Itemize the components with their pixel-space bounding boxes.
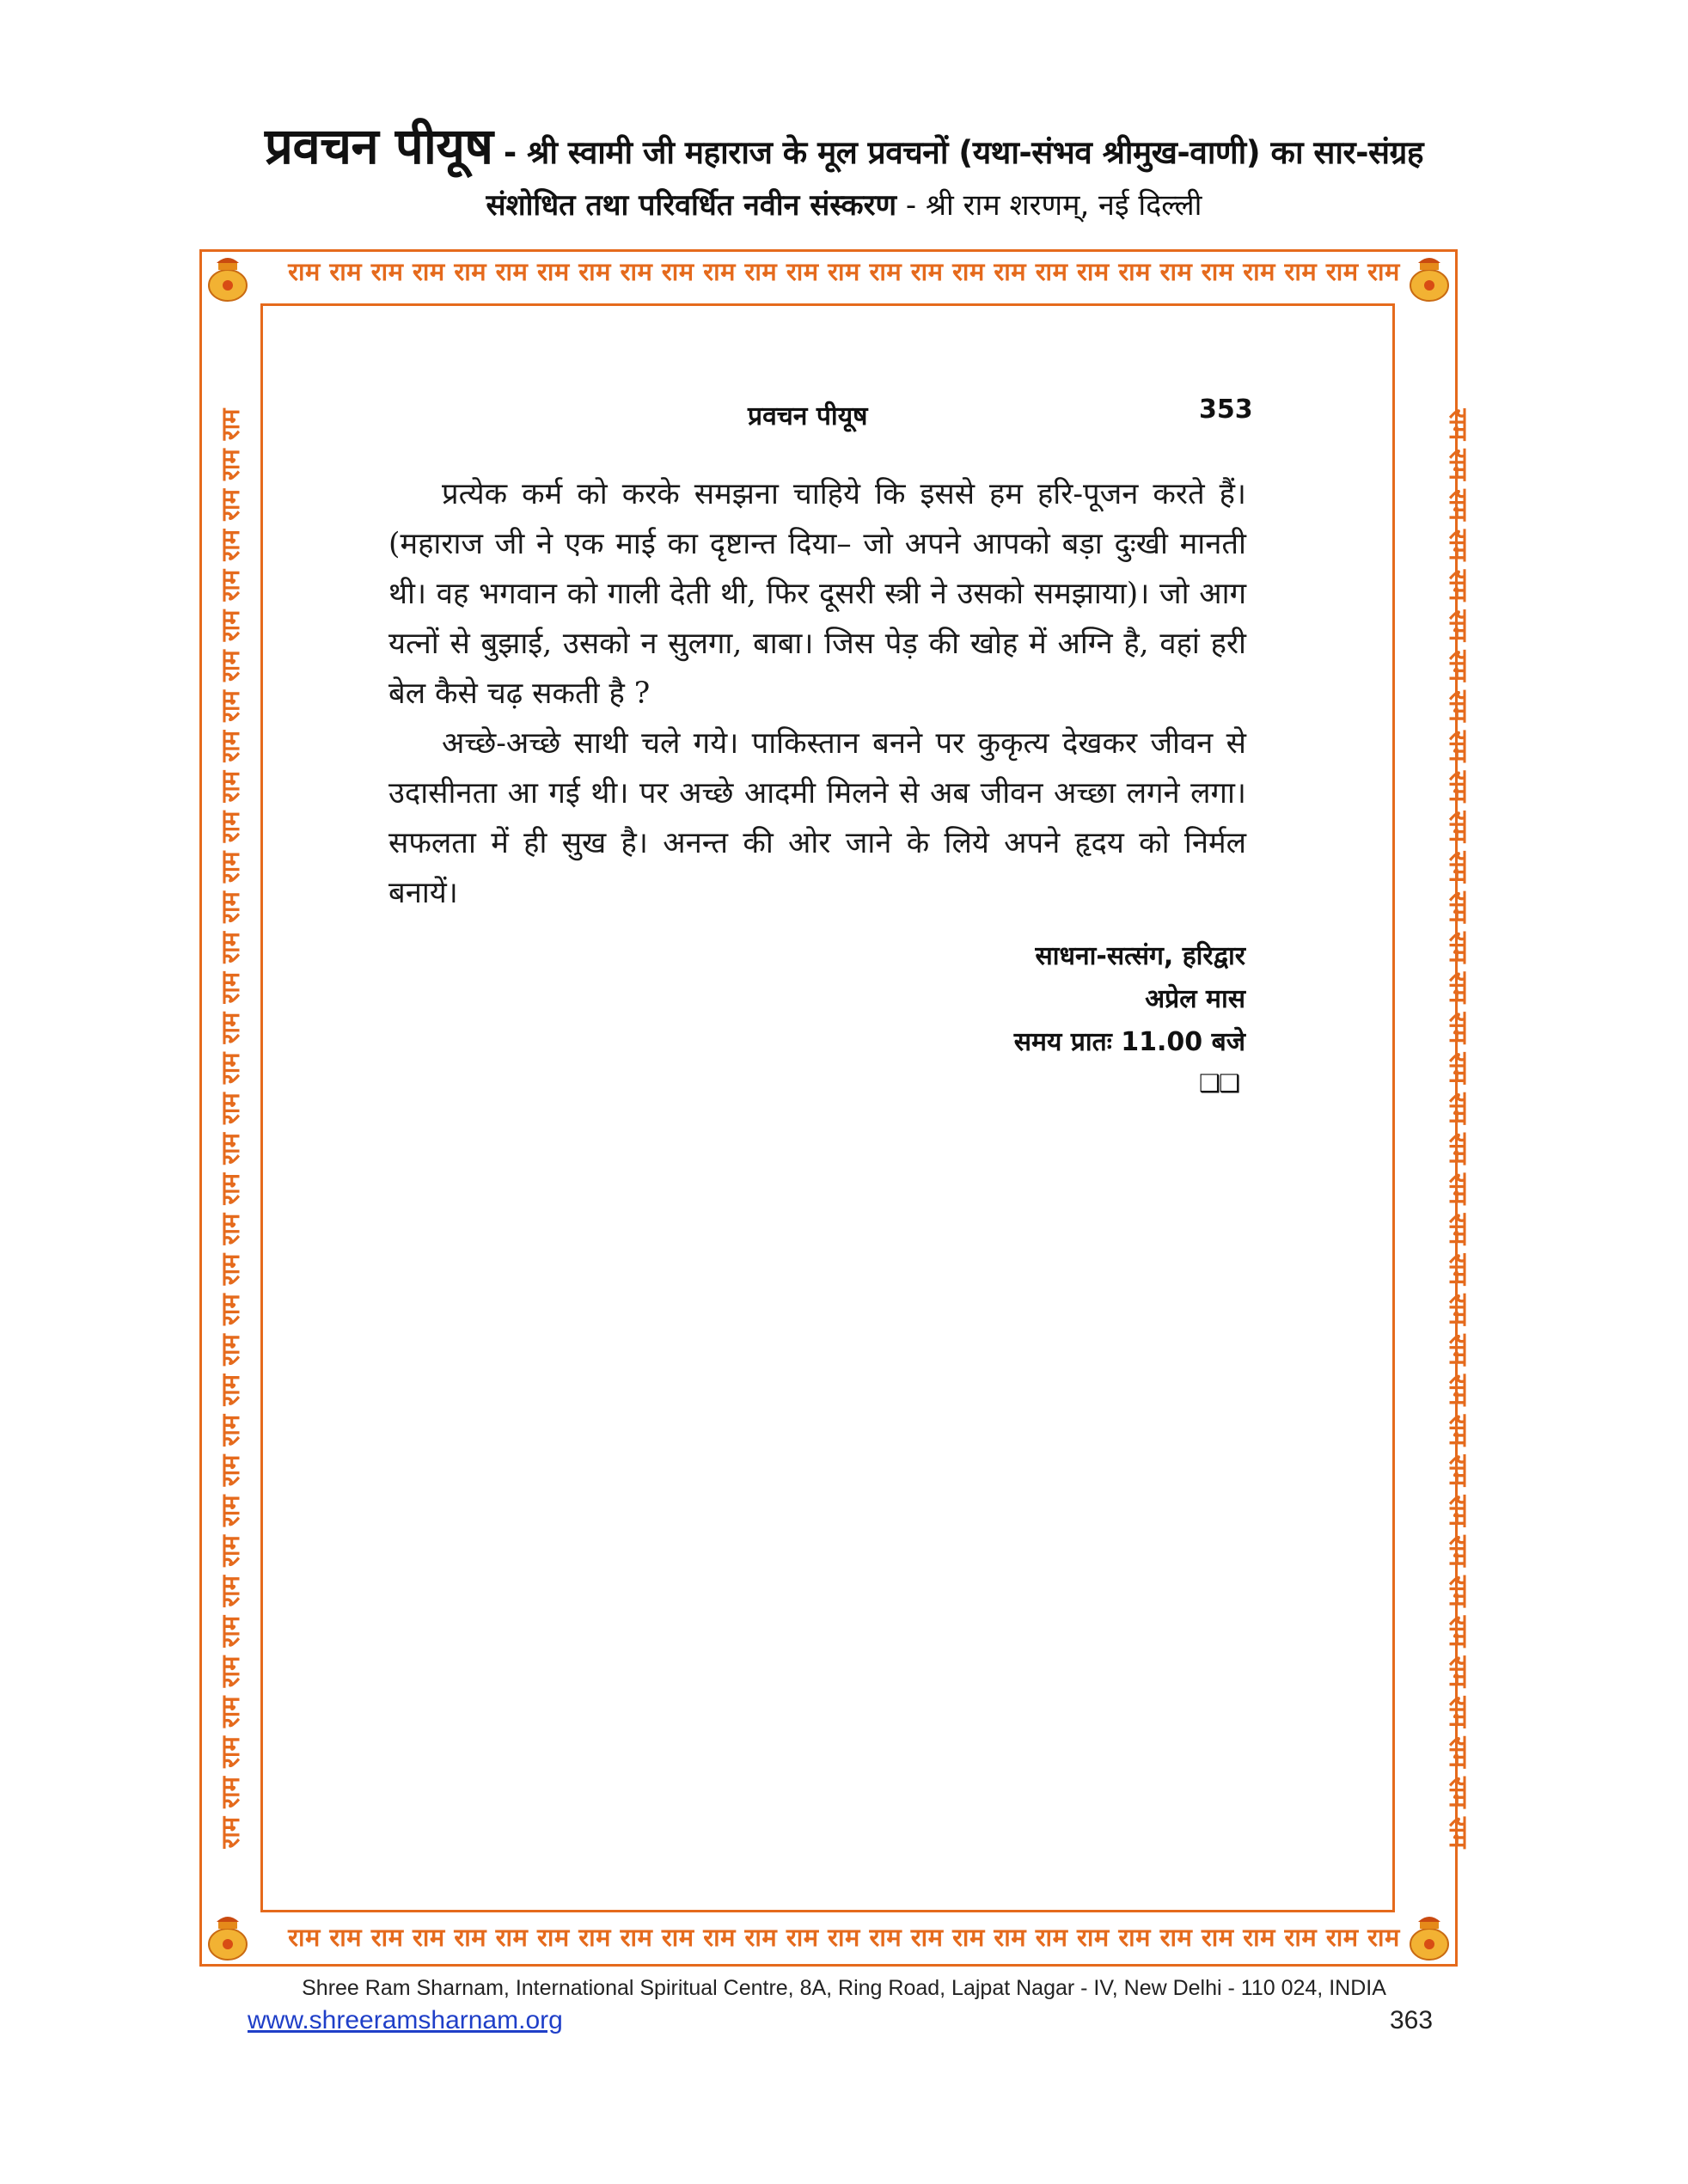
ram-border-left: राम राम राम राम राम राम राम राम राम राम राम राम राम राम राम राम राम राम राम राम राम राम राम राम राम राम राम राम राम राम राम राम राम राम राम राम: [216, 408, 245, 1849]
ram-border-bottom: राम राम राम राम राम राम राम राम राम राम राम राम राम राम राम राम राम राम राम राम राम राम राम राम राम राम राम: [288, 1923, 1400, 1952]
running-head: प्रवचन पीयूष: [748, 401, 868, 431]
kalash-icon: [201, 1910, 254, 1963]
body-text: [388, 469, 1246, 918]
book-page-number: 353: [1199, 395, 1253, 425]
paragraph: अच्छे-अच्छे साथी चले गये। पाकिस्तान बनने पर कुकृत्य देखकर जीवन से उदासीनता आ गई थी। पर अच्छे आदमी मिलने से अब जीवन अच्छा लगने लगा। सफलता में ही सुख है। अनन्त की ओर जाने के लिये अपने हृदय को निर्मल बनायें।: [388, 726, 1246, 910]
subtitle-edition: संशोधित तथा परिवर्धित नवीन संस्करण: [486, 188, 897, 223]
kalash-icon: [1403, 251, 1456, 304]
title-main: प्रवचन पीयूष: [264, 117, 493, 175]
signature-place: साधना-सत्संग, हरिद्वार: [1035, 941, 1245, 971]
website-link[interactable]: www.shreeramsharnam.org: [248, 2006, 563, 2034]
signature-time: समय प्रातः 11.00 बजे: [1013, 1027, 1245, 1057]
paragraph: प्रत्येक कर्म को करके समझना चाहिये कि इससे हम हरि-पूजन करते हैं। (महाराज जी ने एक माई का दृष्टान्त दिया– जो अपने आपको बड़ा दुःखी मानती थी। वह भगवान को गाली देती थी, फिर दूसरी स्त्री ने उसको समझाया)। जो आग यत्नों से बुझाई, उसको न सुलगा, बाबा। जिस पेड़ की खोह में अग्नि है, वहां हरी बेल कैसे चढ़ सकती है ?: [388, 477, 1246, 711]
document-subtitle: [0, 184, 1688, 223]
signature-month: अप्रेल मास: [1145, 984, 1245, 1014]
title-description: - श्री स्वामी जी महाराज के मूल प्रवचनों (यथा-संभव श्रीमुख-वाणी) का सार-संग्रह: [492, 134, 1424, 171]
subtitle-publisher: - श्री राम शरणम्, नई दिल्ली: [896, 188, 1202, 223]
end-mark: ❑❑: [1199, 1069, 1239, 1098]
ram-border-right: राम राम राम राम राम राम राम राम राम राम राम राम राम राम राम राम राम राम राम राम राम राम राम राम राम राम राम राम राम राम राम राम राम राम राम राम: [1444, 408, 1473, 1849]
document-title: [0, 110, 1688, 178]
footer-page-number: 363: [1390, 2006, 1434, 2034]
kalash-icon: [1403, 1910, 1456, 1963]
ram-border-top: राम राम राम राम राम राम राम राम राम राम राम राम राम राम राम राम राम राम राम राम राम राम राम राम राम राम राम: [288, 257, 1400, 286]
footer-address: Shree Ram Sharnam, International Spiritual Centre, 8A, Ring Road, Lajpat Nagar - IV, New Delhi - 110 024, INDIA: [302, 1976, 1386, 2000]
kalash-icon: [201, 251, 254, 304]
